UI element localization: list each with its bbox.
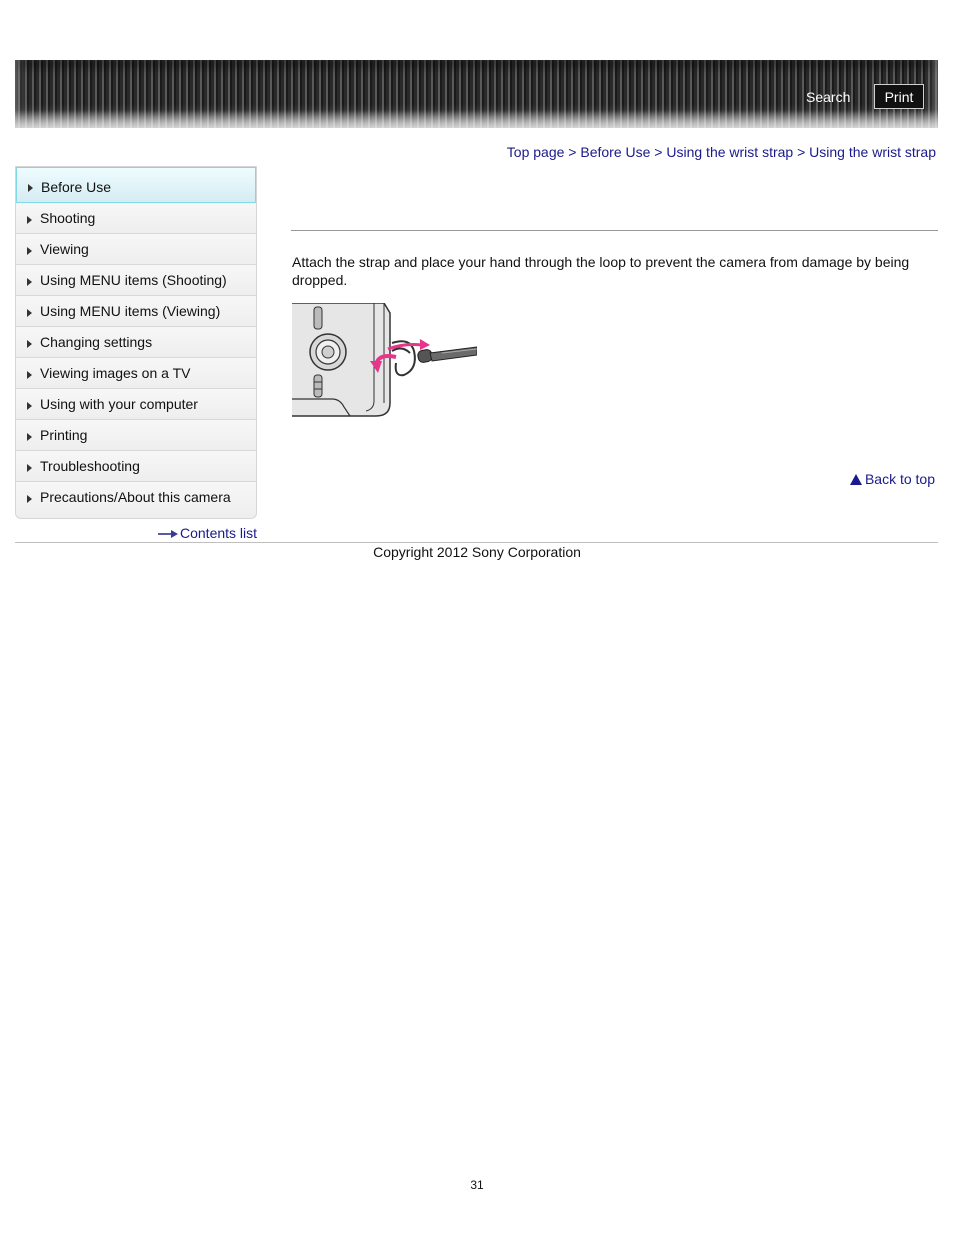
header-fade bbox=[15, 110, 938, 128]
wrist-strap-illustration bbox=[292, 303, 477, 418]
triangle-right-icon bbox=[27, 309, 32, 317]
title-divider bbox=[291, 230, 938, 231]
search-link[interactable]: Search bbox=[806, 89, 851, 105]
sidebar-item-label: Precautions/About this camera bbox=[40, 489, 231, 505]
sidebar-item-label: Changing settings bbox=[40, 334, 153, 350]
arrow-right-icon bbox=[158, 530, 178, 538]
sidebar-item-label: Printing bbox=[40, 427, 88, 443]
sidebar-item-viewing-on-tv[interactable] bbox=[16, 358, 256, 389]
back-to-top-link[interactable] bbox=[850, 470, 935, 488]
triangle-up-icon bbox=[850, 474, 862, 485]
triangle-right-icon bbox=[27, 402, 32, 410]
breadcrumb-before-use[interactable]: Before Use bbox=[580, 144, 651, 160]
breadcrumb bbox=[507, 143, 936, 161]
breadcrumb-wrist-strap-section[interactable]: Using the wrist strap bbox=[666, 144, 794, 160]
triangle-right-icon bbox=[27, 340, 32, 348]
sidebar-item-changing-settings[interactable] bbox=[16, 327, 256, 358]
sidebar-item-computer[interactable] bbox=[16, 389, 256, 420]
triangle-right-icon bbox=[27, 216, 32, 224]
sidebar-item-troubleshooting[interactable] bbox=[16, 451, 256, 482]
contents-list-label: Contents list bbox=[180, 525, 258, 541]
sidebar-item-label: Using with your computer bbox=[40, 396, 198, 412]
triangle-right-icon bbox=[27, 495, 32, 503]
body-paragraph: Attach the strap and place your hand through the loop to prevent the camera from damage by being dropped. bbox=[292, 254, 910, 288]
breadcrumb-separator: > bbox=[568, 144, 577, 160]
triangle-right-icon bbox=[28, 184, 33, 192]
breadcrumb-top-page[interactable]: Top page bbox=[506, 144, 565, 160]
triangle-right-icon bbox=[27, 371, 32, 379]
sidebar-item-label: Viewing images on a TV bbox=[40, 365, 191, 381]
breadcrumb-separator: > bbox=[654, 144, 663, 160]
breadcrumb-wrist-strap-page[interactable]: Using the wrist strap bbox=[809, 144, 936, 160]
sidebar-item-label: Using MENU items (Shooting) bbox=[40, 272, 227, 288]
sidebar-item-precautions[interactable] bbox=[16, 482, 256, 518]
sidebar-item-label: Shooting bbox=[40, 210, 96, 226]
sidebar-item-menu-viewing[interactable] bbox=[16, 296, 256, 327]
triangle-right-icon bbox=[27, 433, 32, 441]
sidebar-item-printing[interactable] bbox=[16, 420, 256, 451]
triangle-right-icon bbox=[27, 278, 32, 286]
sidebar-nav bbox=[15, 166, 257, 519]
sidebar-item-shooting[interactable] bbox=[16, 203, 256, 234]
breadcrumb-separator: > bbox=[797, 144, 806, 160]
sidebar-item-before-use[interactable] bbox=[16, 167, 256, 203]
triangle-right-icon bbox=[27, 247, 32, 255]
triangle-right-icon bbox=[27, 464, 32, 472]
sidebar-item-menu-shooting[interactable] bbox=[16, 265, 256, 296]
header-bar bbox=[15, 60, 938, 128]
sidebar-item-label: Before Use bbox=[41, 179, 112, 195]
copyright-text: Copyright 2012 Sony Corporation bbox=[373, 544, 581, 560]
sidebar-item-label: Using MENU items (Viewing) bbox=[40, 303, 221, 319]
sidebar-item-label: Troubleshooting bbox=[40, 458, 140, 474]
sidebar-item-label: Viewing bbox=[40, 241, 89, 257]
contents-list-link[interactable] bbox=[158, 524, 257, 542]
page-number: 31 bbox=[470, 1178, 484, 1192]
back-to-top-label: Back to top bbox=[864, 471, 935, 487]
print-button[interactable]: Print bbox=[874, 84, 924, 109]
sidebar-item-viewing[interactable] bbox=[16, 234, 256, 265]
